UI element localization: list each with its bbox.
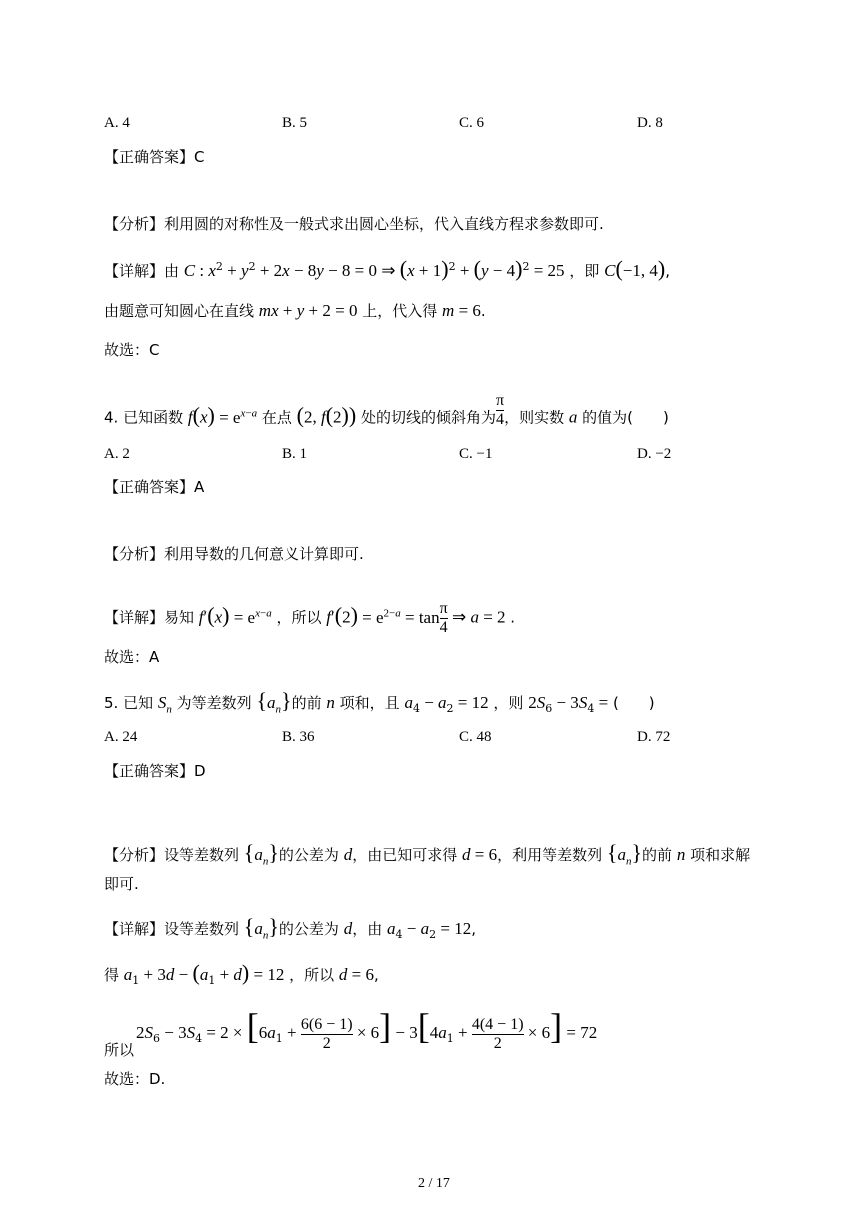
option-b: B. 5 — [282, 115, 308, 131]
q5-analysis-d: ，利用等差数列 — [497, 846, 603, 864]
q3-line2-text-a: 由题意可知圆心在直线 — [104, 302, 255, 320]
q4-detail-a: 【详解】易知 — [104, 608, 195, 627]
option-a: A. 4 — [104, 115, 130, 131]
q5-answer: 【正确答案】D — [104, 762, 206, 780]
q5-formula: $2S_6 - 3S_4 = 2 \times [6a_1$ + $\frac{6(6 - 1)}{2}$ × $6] - 3[4a_1$ + $\frac{4(4 - 1)}{2}$ × 6] = 72 — [136, 1006, 598, 1052]
q3-answer: 【正确答案】C — [104, 148, 205, 166]
q3-detail-mid: ，即 — [569, 262, 600, 280]
q5-analysis-a: 【分析】设等差数列 — [104, 846, 240, 864]
circle-center: C — [604, 261, 616, 280]
q3-detail-label: 【详解】由 — [104, 262, 180, 280]
q4-detail: 【详解】易知 $f'(x) = e^{x-a}$ ，所以 $f'(2) = e^{2-a} = \tan$ $\frac{\pi}{4}$ ⇒ a = 2 . — [104, 600, 516, 636]
q5-stem-c: 的前 — [291, 694, 322, 712]
q5-line2-b: ，所以 — [289, 966, 335, 984]
option-c: C. 48 — [459, 729, 492, 745]
q3-line2-text-b: 上，代入得 — [362, 302, 438, 320]
option-d: D. 8 — [637, 115, 663, 131]
q5-stem-d: 项和，且 — [339, 694, 400, 712]
option-a: A. 2 — [104, 446, 130, 462]
q5-analysis-c: ，由已知可求得 — [352, 846, 458, 864]
q4-stem-d: ，则实数 — [504, 408, 565, 427]
option-c: C. −1 — [459, 446, 493, 462]
q4-stem-c: 处的切线的倾斜角为 — [360, 408, 496, 427]
q4-stem-e: 的值为( ) — [582, 408, 669, 427]
q5-analysis-f: 项和求解 — [690, 846, 751, 864]
q4-stem-a: 4. 已知函数 — [104, 408, 184, 427]
q4-choose: 故选：A — [104, 648, 160, 666]
q5-analysis-e: 的前 — [642, 846, 673, 864]
q3-choose: 故选：C — [104, 341, 160, 359]
q4-stem-b: 在点 — [261, 408, 292, 427]
q5-choose: 故选：D. — [104, 1070, 166, 1088]
q5-stem-f: ( ) — [612, 694, 655, 712]
q3-analysis: 【分析】利用圆的对称性及一般式求出圆心坐标，代入直线方程求参数即可. — [104, 215, 604, 233]
q5-stem-e: ，则 — [493, 694, 524, 712]
q3-detail: 【详解】由 C : $x^2 + y^2 + 2x - 8y - 8 = 0$ ⇒ $(x + 1)^2 + (y - 4)^2 = 25$ ，即 C(−1, 4), — [104, 256, 670, 281]
option-a: A. 24 — [104, 729, 138, 745]
option-b: B. 1 — [282, 446, 308, 462]
q5-detail-b: 的公差为 — [278, 920, 339, 938]
option-d: D. −2 — [637, 446, 672, 462]
q4-detail-b: ，所以 — [276, 608, 322, 627]
q5-analysis-b: 的公差为 — [278, 846, 339, 864]
option-c: C. 6 — [459, 115, 485, 131]
q5-stem: 5. 已知 $S_n$ 为等差数列 $\{a_n\}$的前 n 项和，且 $a_4 - a_2 = 12$ ，则 $2S_6 - 3S_4$ = ( ) — [104, 688, 655, 716]
q4-analysis: 【分析】利用导数的几何意义计算即可. — [104, 545, 364, 563]
option-b: B. 36 — [282, 729, 315, 745]
q5-line2: 得 $a_1 + 3d - (a_1 + d) = 12$ ，所以 d = 6, — [104, 960, 379, 987]
page-number: 2 / 17 — [418, 1176, 450, 1191]
circle-equation: C — [183, 261, 196, 280]
q5-stem-b: 为等差数列 — [176, 694, 252, 712]
q4-stem: 4. 已知函数 $f(x) = e^{x-a}$ 在点 (2, f(2)) 处的切线的倾斜角为 $\frac{\pi}{4}$ ，则实数 a 的值为( ) — [104, 392, 669, 428]
q5-analysis: 【分析】设等差数列 $\{a_n\}$的公差为 d，由已知可求得 d = 6，利用等差数列 $\{a_n\}$的前 n 项和求解 — [104, 840, 751, 868]
q5-detail: 【详解】设等差数列 $\{a_n\}$的公差为 d，由 $a_4 - a_2 = 12$, — [104, 914, 476, 942]
q3-line2: 由题意可知圆心在直线 mx + y + 2 = 0 上，代入得 m = 6. — [104, 301, 486, 320]
q5-detail-a: 【详解】设等差数列 — [104, 920, 240, 938]
q5-stem-a: 5. 已知 — [104, 694, 154, 712]
q4-answer: 【正确答案】A — [104, 478, 205, 496]
q5-detail-c: ，由 — [352, 920, 383, 938]
option-d: D. 72 — [637, 729, 671, 745]
q5-line2-a: 得 — [104, 966, 120, 984]
q5-analysis-end: 即可. — [104, 875, 139, 893]
q5-line3: 所以 — [104, 1041, 135, 1059]
